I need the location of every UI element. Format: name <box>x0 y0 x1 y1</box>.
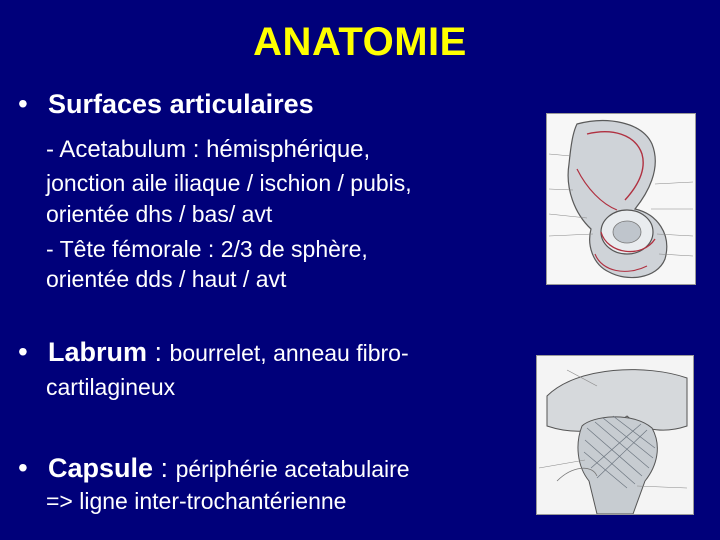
bullet-capsule <box>18 452 410 484</box>
bullet-dot: • <box>18 336 28 367</box>
bullet-dot: • <box>18 88 28 119</box>
capsule-drawing <box>537 356 693 514</box>
capsule-illustration <box>536 355 694 515</box>
slide-title: ANATOMIE <box>253 20 467 64</box>
line-trochanterienne: => ligne inter-trochantérienne <box>46 488 347 514</box>
line-jonction: jonction aile iliaque / ischion / pubis, <box>46 170 412 196</box>
bullet-surfaces <box>18 88 314 120</box>
bullet-dot: • <box>18 452 28 483</box>
labrum-text: bourrelet, anneau fibro- <box>169 340 409 366</box>
acetabulum-drawing <box>547 114 695 284</box>
line-acetabulum: - Acetabulum : hémisphérique, <box>46 136 371 163</box>
bullet-heading-labrum: Labrum <box>48 337 148 367</box>
bullet-heading-surfaces: Surfaces articulaires <box>48 89 314 119</box>
line-orientee-1: orientée dhs / bas/ avt <box>46 201 273 227</box>
line-cartilagineux: cartilagineux <box>46 374 176 400</box>
line-orientee-2: orientée dds / haut / avt <box>46 266 287 292</box>
capsule-text: périphérie acetabulaire <box>175 456 410 482</box>
line-tete-femorale: - Tête fémorale : 2/3 de sphère, <box>46 236 368 262</box>
separator: : <box>153 453 176 483</box>
bullet-labrum <box>18 336 409 368</box>
separator: : <box>147 337 170 367</box>
bullet-heading-capsule: Capsule <box>48 453 154 483</box>
acetabulum-illustration <box>546 113 696 285</box>
